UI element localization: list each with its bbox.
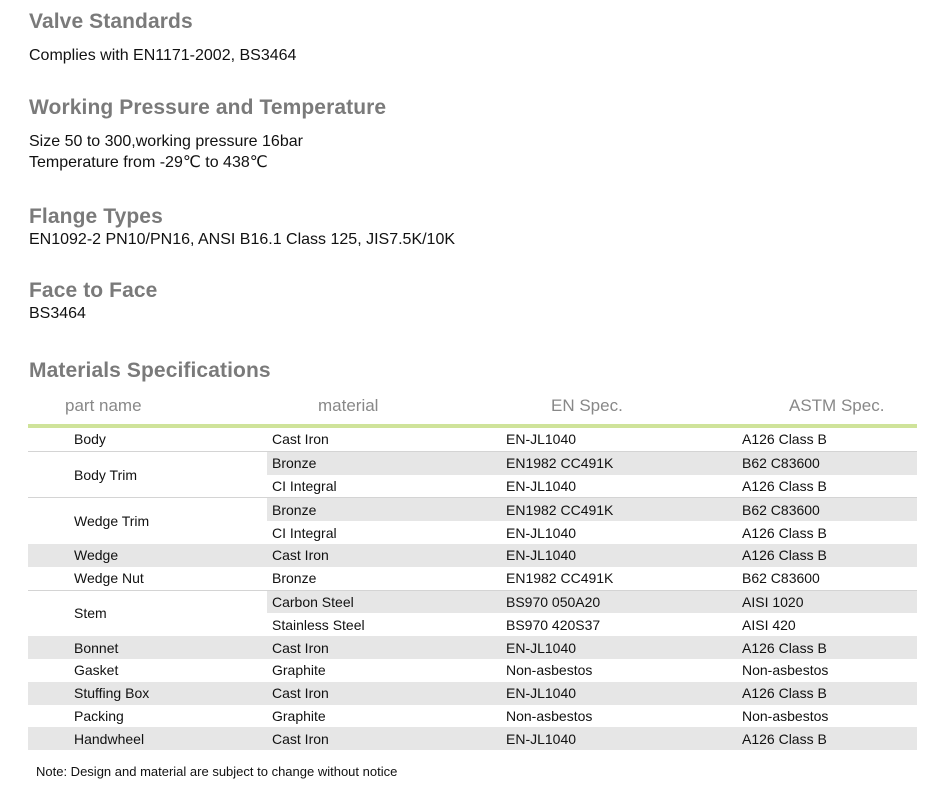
table-row bbox=[28, 636, 917, 659]
en-spec-cell: EN-JL1040 bbox=[506, 547, 577, 564]
en-spec-cell: EN1982 CC491K bbox=[506, 498, 742, 521]
material-cell: Stainless Steel bbox=[272, 616, 365, 633]
header-part-name: part name bbox=[65, 396, 142, 415]
material-cell: CI Integral bbox=[272, 477, 337, 494]
astm-spec-cell: A126 Class B bbox=[742, 730, 827, 747]
astm-spec-cell: A126 Class B bbox=[742, 477, 827, 494]
en-spec-cell: EN-JL1040 bbox=[506, 477, 577, 494]
material-cell: Bronze bbox=[267, 451, 506, 474]
header-en-spec: EN Spec. bbox=[551, 396, 623, 415]
material-cell: Cast Iron bbox=[272, 639, 329, 656]
part-cell: Wedge Nut bbox=[74, 570, 144, 587]
astm-spec-cell: Non-asbestos bbox=[742, 707, 829, 724]
material-cell: Carbon Steel bbox=[267, 590, 506, 613]
table-row bbox=[28, 451, 917, 474]
en-spec-cell: EN-JL1040 bbox=[506, 524, 577, 541]
en-spec-cell: EN-JL1040 bbox=[506, 639, 577, 656]
material-cell: CI Integral bbox=[272, 524, 337, 541]
materials-heading: Materials Specifications bbox=[29, 359, 271, 382]
en-spec-cell: Non-asbestos bbox=[506, 662, 593, 679]
astm-spec-cell: A126 Class B bbox=[742, 685, 827, 702]
astm-spec-cell: B62 C83600 bbox=[742, 498, 917, 521]
header-material: material bbox=[318, 396, 379, 415]
en-spec-cell: EN1982 CC491K bbox=[506, 451, 742, 474]
part-cell: Packing bbox=[74, 707, 124, 724]
face-to-face-text: BS3464 bbox=[29, 305, 86, 322]
astm-spec-cell: B62 C83600 bbox=[742, 570, 820, 587]
valve-standards-heading: Valve Standards bbox=[29, 10, 193, 33]
table-row bbox=[28, 498, 917, 521]
astm-spec-cell: Non-asbestos bbox=[742, 662, 829, 679]
en-spec-cell: EN-JL1040 bbox=[506, 431, 577, 448]
table-row bbox=[28, 567, 917, 590]
valve-standards-text: Complies with EN1171-2002, BS3464 bbox=[29, 47, 297, 64]
astm-spec-cell: B62 C83600 bbox=[742, 451, 917, 474]
astm-spec-cell: A126 Class B bbox=[742, 547, 827, 564]
table-row bbox=[28, 544, 917, 567]
part-cell: Body bbox=[74, 431, 106, 448]
table-row bbox=[28, 659, 917, 682]
flange-types-text: EN1092-2 PN10/PN16, ANSI B16.1 Class 125, JIS7.5K/10K bbox=[29, 231, 456, 248]
en-spec-cell: EN-JL1040 bbox=[506, 685, 577, 702]
part-cell: Stem bbox=[28, 590, 267, 636]
temperature-text: Temperature from -29℃ to 438℃ bbox=[29, 154, 268, 171]
part-cell: Handwheel bbox=[74, 730, 145, 747]
table-row bbox=[28, 705, 917, 728]
part-cell: Gasket bbox=[74, 662, 119, 679]
en-spec-cell: Non-asbestos bbox=[506, 707, 593, 724]
material-cell: Cast Iron bbox=[272, 431, 329, 448]
en-spec-cell: EN-JL1040 bbox=[506, 730, 577, 747]
table-row bbox=[28, 590, 917, 613]
material-cell: Cast Iron bbox=[272, 547, 329, 564]
astm-spec-cell: A126 Class B bbox=[742, 524, 827, 541]
table-row bbox=[28, 428, 917, 451]
material-cell: Cast Iron bbox=[272, 730, 329, 747]
en-spec-cell: BS970 050A20 bbox=[506, 590, 742, 613]
header-astm-spec: ASTM Spec. bbox=[789, 396, 885, 415]
astm-spec-cell: A126 Class B bbox=[742, 431, 827, 448]
part-cell: Wedge bbox=[74, 547, 119, 564]
material-cell: Bronze bbox=[272, 570, 317, 587]
astm-spec-cell: AISI 420 bbox=[742, 616, 796, 633]
pressure-temperature-heading: Working Pressure and Temperature bbox=[29, 96, 387, 119]
part-cell: Stuffing Box bbox=[74, 685, 150, 702]
table-row bbox=[28, 682, 917, 705]
astm-spec-cell: A126 Class B bbox=[742, 639, 827, 656]
part-cell: Bonnet bbox=[74, 639, 119, 656]
material-cell: Graphite bbox=[272, 662, 326, 679]
en-spec-cell: BS970 420S37 bbox=[506, 616, 601, 633]
flange-types-heading: Flange Types bbox=[29, 205, 163, 228]
table-row bbox=[28, 727, 917, 750]
material-cell: Cast Iron bbox=[272, 685, 329, 702]
face-to-face-heading: Face to Face bbox=[29, 279, 158, 302]
material-cell: Bronze bbox=[267, 498, 506, 521]
part-cell: Body Trim bbox=[28, 451, 267, 498]
material-cell: Graphite bbox=[272, 707, 326, 724]
part-cell: Wedge Trim bbox=[28, 498, 267, 544]
disclaimer-note: Note: Design and material are subject to change without notice bbox=[36, 764, 398, 779]
materials-table bbox=[28, 428, 917, 750]
pressure-text: Size 50 to 300,working pressure 16bar bbox=[29, 133, 303, 150]
astm-spec-cell: AISI 1020 bbox=[742, 590, 917, 613]
en-spec-cell: EN1982 CC491K bbox=[506, 570, 614, 587]
